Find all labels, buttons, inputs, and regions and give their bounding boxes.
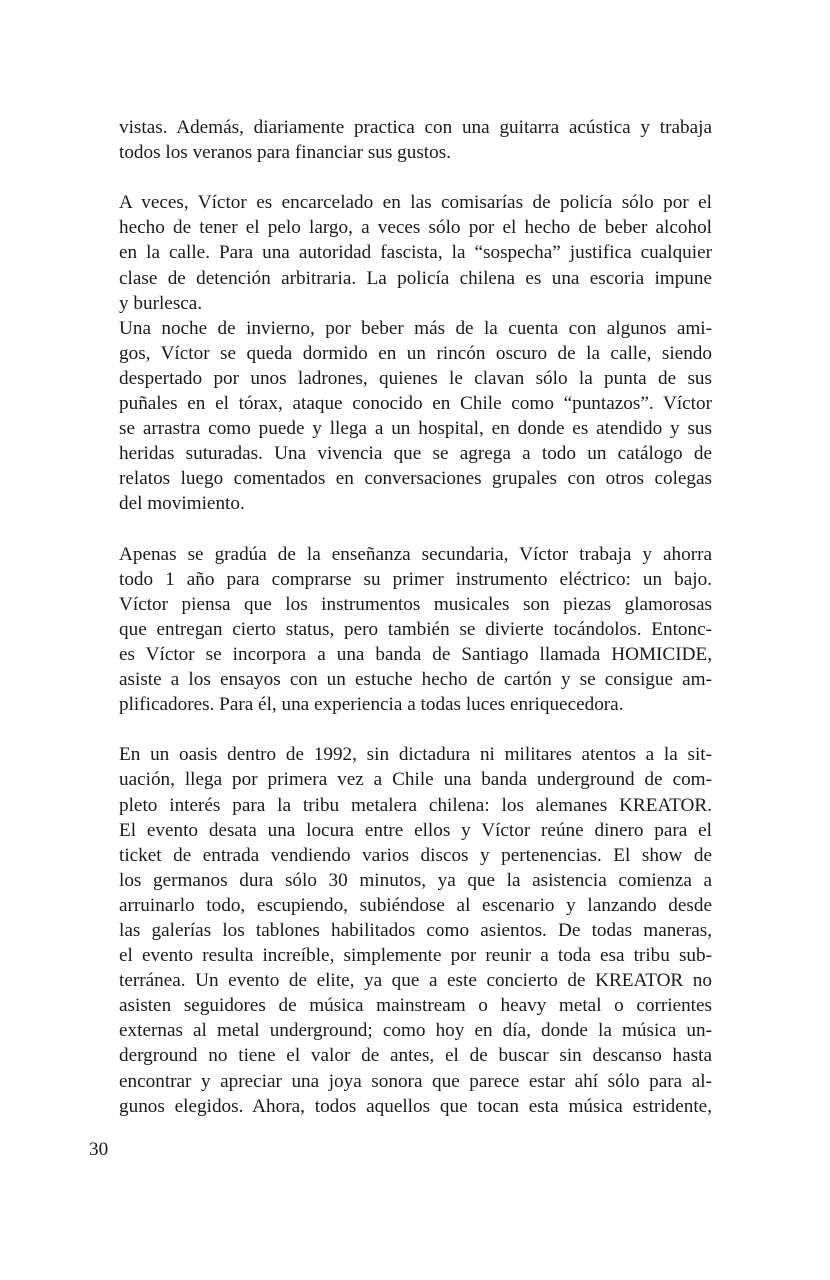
text-line: encontrar y apreciar una joya sonora que parece estar ahí sólo para al-: [119, 1070, 712, 1092]
paragraph: [119, 742, 712, 1118]
text-line: Víctor piensa que los instrumentos musicales son piezas glamorosas: [119, 593, 712, 615]
page-body: [119, 115, 712, 1119]
text-line: A veces, Víctor es encarcelado en las comisarías de policía sólo por el: [119, 192, 712, 214]
paragraph-spacer: [119, 517, 712, 542]
text-line: los germanos dura sólo 30 minutos, ya que la asistencia comienza a: [119, 869, 712, 891]
text-line: es Víctor se incorpora a una banda de Santiago llamada HOMICIDE,: [119, 643, 712, 665]
text-line: vistas. Además, diariamente practica con una guitarra acústica y trabaja: [119, 117, 712, 138]
text-line: asisten seguidores de música mainstream o heavy metal o corrientes: [119, 995, 712, 1017]
text-line: El evento desata una locura entre ellos y Víctor reúne dinero para el: [119, 819, 712, 841]
text-line: terránea. Un evento de elite, ya que a este concierto de KREATOR no: [119, 970, 712, 992]
text-line: heridas suturadas. Una vivencia que se agrega a todo un catálogo de: [119, 443, 712, 465]
paragraph: [119, 115, 712, 165]
text-line: plificadores. Para él, una experiencia a todas luces enriquecedora.: [119, 694, 624, 716]
text-line: Una noche de invierno, por beber más de la cuenta con algunos ami-: [119, 317, 712, 339]
paragraph-spacer: [119, 717, 712, 742]
text-line: se arrastra como puede y llega a un hospital, en donde es atendido y sus: [119, 418, 712, 440]
text-line: en la calle. Para una autoridad fascista, la “sospecha” justifica cualquier: [119, 242, 712, 264]
text-line: arruinarlo todo, escupiendo, subiéndose al escenario y lanzando desde: [119, 894, 712, 916]
text-line: ticket de entrada vendiendo varios discos y pertenencias. El show de: [119, 844, 712, 866]
text-line: derground no tiene el valor de antes, el de buscar sin descanso hasta: [119, 1045, 712, 1067]
text-line: todos los veranos para financiar sus gustos.: [119, 142, 451, 164]
text-line: el evento resulta increíble, simplemente por reunir a toda esa tribu sub-: [119, 945, 712, 967]
text-line: gunos elegidos. Ahora, todos aquellos que tocan esta música estridente,: [119, 1095, 712, 1117]
paragraph: [119, 316, 712, 517]
text-line: asiste a los ensayos con un estuche hecho de cartón y se consigue am-: [119, 669, 712, 691]
text-line: y burlesca.: [119, 292, 203, 314]
text-line: todo 1 año para comprarse su primer instrumento eléctrico: un bajo.: [119, 568, 712, 590]
paragraph: [119, 190, 712, 315]
paragraph-spacer: [119, 165, 712, 190]
text-line: relatos luego comentados en conversaciones grupales con otros colegas: [119, 468, 712, 490]
text-line: las galerías los tablones habilitados como asientos. De todas maneras,: [119, 920, 712, 941]
text-line: del movimiento.: [119, 493, 245, 515]
text-line: despertado por unos ladrones, quienes le clavan sólo la punta de sus: [119, 367, 712, 389]
text-line: externas al metal underground; como hoy en día, donde la música un-: [119, 1020, 712, 1042]
page-number: 30: [89, 1139, 109, 1160]
text-line: Apenas se gradúa de la enseñanza secundaria, Víctor trabaja y ahorra: [119, 543, 712, 565]
text-line: que entregan cierto status, pero también se divierte tocándolos. Entonc-: [119, 618, 712, 640]
paragraph: [119, 542, 712, 718]
text-line: hecho de tener el pelo largo, a veces sólo por el hecho de beber alcohol: [119, 217, 712, 239]
text-line: uación, llega por primera vez a Chile una banda underground de com-: [119, 769, 712, 791]
text-line: En un oasis dentro de 1992, sin dictadura ni militares atentos a la sit-: [119, 744, 712, 766]
text-line: pleto interés para la tribu metalera chilena: los alemanes KREATOR.: [119, 794, 712, 816]
text-line: gos, Víctor se queda dormido en un rincón oscuro de la calle, siendo: [119, 342, 712, 364]
text-line: puñales en el tórax, ataque conocido en Chile como “puntazos”. Víctor: [119, 393, 712, 415]
text-line: clase de detención arbitraria. La policía chilena es una escoria impune: [119, 267, 712, 289]
